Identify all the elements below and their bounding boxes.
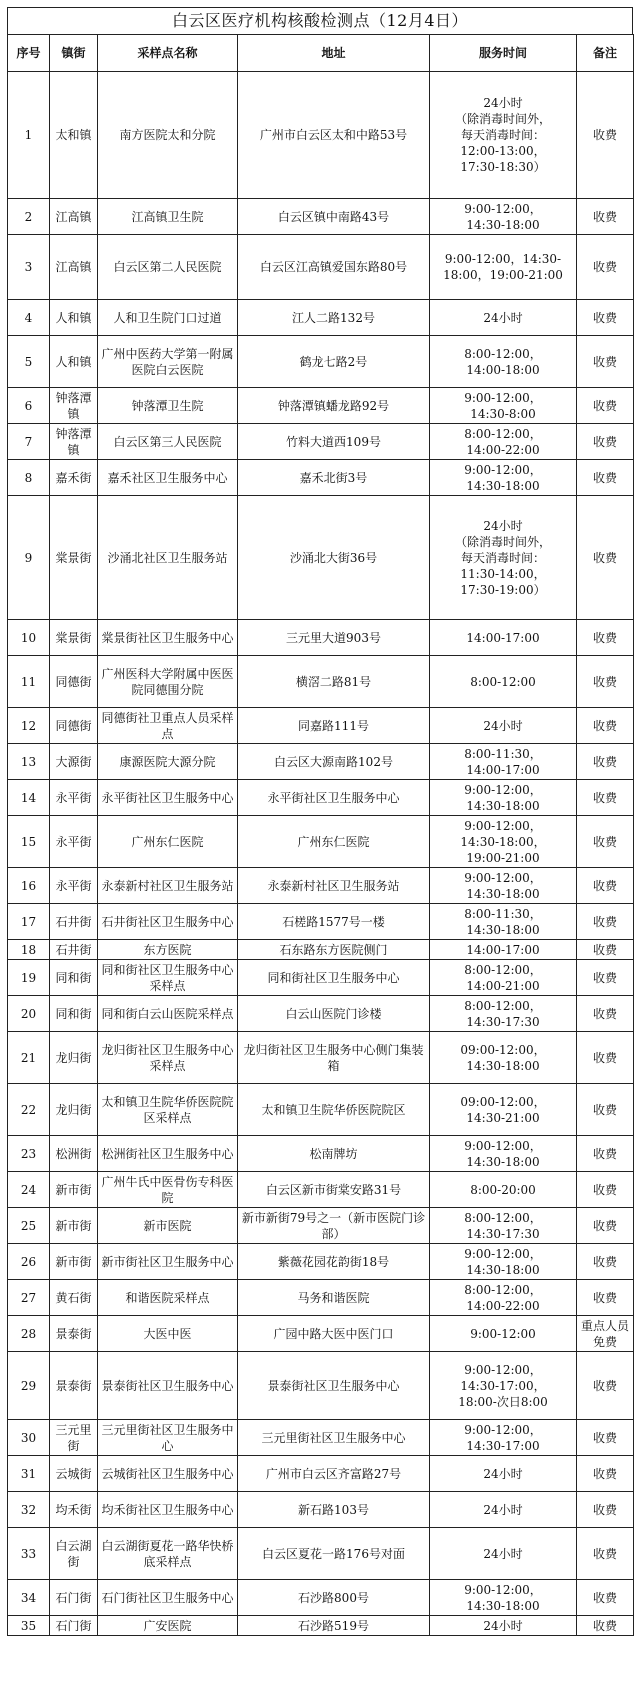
cell-site: 石井街社区卫生服务中心 [98,904,238,940]
table-row [8,1456,634,1492]
cell-no: 21 [8,1032,50,1084]
header-no: 序号 [8,35,50,72]
cell-site: 康源医院大源分院 [98,744,238,780]
cell-site: 和谐医院采样点 [98,1280,238,1316]
cell-hours: 8:00-12:00， 14:00-21:00 [430,960,577,996]
cell-note: 收费 [577,1492,634,1528]
cell-note: 收费 [577,1456,634,1492]
cell-town: 永平街 [50,816,98,868]
cell-note: 收费 [577,424,634,460]
cell-no: 2 [8,199,50,235]
cell-no: 13 [8,744,50,780]
cell-hours: 9:00-12:00， 14:30-18:00 [430,1244,577,1280]
cell-hours: 14:00-17:00 [430,620,577,656]
cell-address: 永泰新村社区卫生服务站 [238,868,430,904]
table-row [8,496,634,620]
cell-town: 太和镇 [50,72,98,199]
cell-hours: 24小时 （除消毒时间外， 每天消毒时间： 11:30-14:00， 17:30-19:00） [430,496,577,620]
cell-note: 收费 [577,1420,634,1456]
cell-address: 新石路103号 [238,1492,430,1528]
cell-hours: 24小时 （除消毒时间外， 每天消毒时间： 12:00-13:00， 17:30-18:30） [430,72,577,199]
cell-address: 马务和谐医院 [238,1280,430,1316]
cell-no: 18 [8,940,50,960]
cell-town: 永平街 [50,780,98,816]
cell-hours: 8:00-12:00， 14:00-22:00 [430,424,577,460]
header-note: 备注 [577,35,634,72]
cell-site: 棠景街社区卫生服务中心 [98,620,238,656]
cell-address: 白云区大源南路102号 [238,744,430,780]
table-row [8,868,634,904]
cell-town: 钟落潭镇 [50,388,98,424]
cell-town: 石井街 [50,904,98,940]
cell-site: 钟落潭卫生院 [98,388,238,424]
table-row [8,72,634,199]
cell-note: 收费 [577,940,634,960]
testing-sites-table [7,34,634,1636]
cell-no: 14 [8,780,50,816]
cell-no: 20 [8,996,50,1032]
cell-note: 重点人员免费 [577,1316,634,1352]
table-row [8,904,634,940]
cell-town: 均禾街 [50,1492,98,1528]
cell-town: 龙归街 [50,1032,98,1084]
cell-address: 石槎路1577号一楼 [238,904,430,940]
cell-town: 同德街 [50,708,98,744]
cell-address: 三元里街社区卫生服务中心 [238,1420,430,1456]
cell-town: 同德街 [50,656,98,708]
cell-note: 收费 [577,868,634,904]
cell-town: 同和街 [50,960,98,996]
table-row [8,1616,634,1636]
cell-town: 人和镇 [50,336,98,388]
table-title: 白云区医疗机构核酸检测点（12月4日） [7,7,633,34]
header-row [8,35,634,72]
table-row [8,960,634,996]
cell-no: 11 [8,656,50,708]
cell-note: 收费 [577,1172,634,1208]
cell-no: 27 [8,1280,50,1316]
table-row [8,620,634,656]
cell-note: 收费 [577,336,634,388]
cell-address: 石沙路519号 [238,1616,430,1636]
cell-note: 收费 [577,780,634,816]
cell-town: 棠景街 [50,620,98,656]
table-row [8,1084,634,1136]
cell-town: 景泰街 [50,1352,98,1420]
table-row [8,1208,634,1244]
cell-address: 景泰街社区卫生服务中心 [238,1352,430,1420]
cell-address: 嘉禾北街3号 [238,460,430,496]
cell-no: 29 [8,1352,50,1420]
cell-no: 34 [8,1580,50,1616]
cell-site: 南方医院太和分院 [98,72,238,199]
cell-no: 30 [8,1420,50,1456]
cell-site: 同和街社区卫生服务中心采样点 [98,960,238,996]
cell-town: 黄石街 [50,1280,98,1316]
cell-address: 松南牌坊 [238,1136,430,1172]
cell-no: 12 [8,708,50,744]
cell-address: 龙归街社区卫生服务中心侧门集装箱 [238,1032,430,1084]
cell-no: 35 [8,1616,50,1636]
cell-address: 广园中路大医中医门口 [238,1316,430,1352]
table-row [8,1580,634,1616]
cell-site: 广州东仁医院 [98,816,238,868]
table-row [8,656,634,708]
cell-no: 4 [8,300,50,336]
cell-town: 石井街 [50,940,98,960]
table-row [8,1172,634,1208]
cell-no: 9 [8,496,50,620]
cell-site: 广州中医药大学第一附属医院白云医院 [98,336,238,388]
cell-no: 31 [8,1456,50,1492]
cell-site: 广安医院 [98,1616,238,1636]
cell-note: 收费 [577,1616,634,1636]
cell-town: 人和镇 [50,300,98,336]
table-row [8,996,634,1032]
cell-town: 景泰街 [50,1316,98,1352]
cell-address: 石沙路800号 [238,1580,430,1616]
cell-no: 5 [8,336,50,388]
cell-town: 云城街 [50,1456,98,1492]
table-row [8,1352,634,1420]
cell-note: 收费 [577,1528,634,1580]
table-row [8,816,634,868]
cell-site: 永平街社区卫生服务中心 [98,780,238,816]
cell-hours: 9:00-12:00， 14:30-18:00 [430,199,577,235]
table-row [8,1244,634,1280]
cell-hours: 9:00-12:00， 14:30-8:00 [430,388,577,424]
header-site: 采样点名称 [98,35,238,72]
header-town: 镇街 [50,35,98,72]
cell-no: 1 [8,72,50,199]
cell-no: 8 [8,460,50,496]
cell-hours: 9:00-12:00， 14:30-17:00， 18:00-次日8:00 [430,1352,577,1420]
cell-hours: 24小时 [430,1528,577,1580]
table-row [8,744,634,780]
table-row [8,1528,634,1580]
cell-note: 收费 [577,744,634,780]
cell-hours: 09:00-12:00， 14:30-18:00 [430,1032,577,1084]
cell-note: 收费 [577,708,634,744]
cell-address: 太和镇卫生院华侨医院院区 [238,1084,430,1136]
cell-no: 25 [8,1208,50,1244]
cell-address: 横滘二路81号 [238,656,430,708]
cell-town: 石门街 [50,1580,98,1616]
cell-hours: 8:00-12:00， 14:30-17:30 [430,996,577,1032]
cell-hours: 8:00-12:00， 14:00-22:00 [430,1280,577,1316]
cell-site: 永泰新村社区卫生服务站 [98,868,238,904]
cell-note: 收费 [577,656,634,708]
table-row [8,1316,634,1352]
cell-no: 26 [8,1244,50,1280]
cell-site: 白云区第三人民医院 [98,424,238,460]
cell-note: 收费 [577,72,634,199]
cell-hours: 8:00-11:30， 14:00-17:00 [430,744,577,780]
table-row [8,199,634,235]
cell-site: 松洲街社区卫生服务中心 [98,1136,238,1172]
cell-town: 同和街 [50,996,98,1032]
cell-no: 10 [8,620,50,656]
table-row [8,235,634,300]
sheet [7,7,633,1636]
cell-note: 收费 [577,1084,634,1136]
cell-town: 江高镇 [50,199,98,235]
cell-hours: 9:00-12:00， 14:30-18:00 [430,460,577,496]
cell-no: 23 [8,1136,50,1172]
header-address: 地址 [238,35,430,72]
cell-town: 龙归街 [50,1084,98,1136]
cell-no: 15 [8,816,50,868]
cell-town: 松洲街 [50,1136,98,1172]
cell-no: 3 [8,235,50,300]
cell-site: 新市街社区卫生服务中心 [98,1244,238,1280]
cell-hours: 24小时 [430,708,577,744]
cell-site: 均禾街社区卫生服务中心 [98,1492,238,1528]
table-row [8,424,634,460]
cell-site: 景泰街社区卫生服务中心 [98,1352,238,1420]
cell-no: 6 [8,388,50,424]
cell-hours: 24小时 [430,1492,577,1528]
cell-site: 江高镇卫生院 [98,199,238,235]
cell-note: 收费 [577,300,634,336]
cell-town: 江高镇 [50,235,98,300]
cell-site: 大医中医 [98,1316,238,1352]
cell-site: 白云湖街夏花一路华快桥底采样点 [98,1528,238,1580]
cell-note: 收费 [577,199,634,235]
header-hours: 服务时间 [430,35,577,72]
cell-address: 白云区夏花一路176号对面 [238,1528,430,1580]
cell-hours: 9:00-12:00， 14:30-18:00 [430,1136,577,1172]
cell-site: 石门街社区卫生服务中心 [98,1580,238,1616]
cell-no: 7 [8,424,50,460]
cell-site: 白云区第二人民医院 [98,235,238,300]
cell-town: 白云湖街 [50,1528,98,1580]
cell-note: 收费 [577,1352,634,1420]
cell-note: 收费 [577,1208,634,1244]
table-row [8,1492,634,1528]
cell-address: 新市新街79号之一（新市医院门诊部） [238,1208,430,1244]
table-row [8,1420,634,1456]
cell-no: 22 [8,1084,50,1136]
cell-hours: 9:00-12:00， 14:30-18:00 [430,1580,577,1616]
cell-site: 云城街社区卫生服务中心 [98,1456,238,1492]
table-row [8,780,634,816]
cell-address: 石东路东方医院侧门 [238,940,430,960]
cell-hours: 24小时 [430,1616,577,1636]
cell-address: 紫薇花园花韵街18号 [238,1244,430,1280]
watermark-logo [2,1664,28,1680]
cell-town: 棠景街 [50,496,98,620]
cell-note: 收费 [577,620,634,656]
cell-town: 永平街 [50,868,98,904]
cell-note: 收费 [577,960,634,996]
cell-town: 嘉禾街 [50,460,98,496]
cell-address: 广州市白云区齐富路27号 [238,1456,430,1492]
cell-town: 钟落潭镇 [50,424,98,460]
cell-address: 同和街社区卫生服务中心 [238,960,430,996]
cell-hours: 8:00-20:00 [430,1172,577,1208]
cell-site: 同和街白云山医院采样点 [98,996,238,1032]
cell-hours: 9:00-12:00， 14:30-17:00 [430,1420,577,1456]
cell-no: 28 [8,1316,50,1352]
cell-site: 三元里街社区卫生服务中心 [98,1420,238,1456]
cell-hours: 9:00-12:00 [430,1316,577,1352]
cell-town: 大源街 [50,744,98,780]
cell-hours: 09:00-12:00， 14:30-21:00 [430,1084,577,1136]
cell-site: 嘉禾社区卫生服务中心 [98,460,238,496]
cell-address: 鹤龙七路2号 [238,336,430,388]
cell-note: 收费 [577,1032,634,1084]
table-row [8,708,634,744]
cell-no: 24 [8,1172,50,1208]
table-row [8,1032,634,1084]
cell-hours: 9:00-12:00， 14:30-18:00 [430,868,577,904]
table-row [8,460,634,496]
cell-site: 广州医科大学附属中医医院同德围分院 [98,656,238,708]
cell-address: 白云区新市街棠安路31号 [238,1172,430,1208]
cell-note: 收费 [577,1136,634,1172]
cell-site: 龙归街社区卫生服务中心采样点 [98,1032,238,1084]
cell-note: 收费 [577,496,634,620]
cell-address: 广州东仁医院 [238,816,430,868]
cell-note: 收费 [577,996,634,1032]
cell-no: 19 [8,960,50,996]
cell-note: 收费 [577,460,634,496]
cell-note: 收费 [577,235,634,300]
cell-hours: 9:00-12:00，14:30- 18:00，19:00-21:00 [430,235,577,300]
cell-address: 白云山医院门诊楼 [238,996,430,1032]
cell-hours: 8:00-12:00 [430,656,577,708]
cell-address: 白云区镇中南路43号 [238,199,430,235]
cell-site: 广州牛氏中医骨伤专科医院 [98,1172,238,1208]
cell-address: 白云区江高镇爱国东路80号 [238,235,430,300]
cell-town: 三元里街 [50,1420,98,1456]
cell-town: 新市街 [50,1172,98,1208]
cell-site: 东方医院 [98,940,238,960]
cell-hours: 8:00-12:00， 14:30-17:30 [430,1208,577,1244]
cell-hours: 9:00-12:00， 14:30-18:00， 19:00-21:00 [430,816,577,868]
table-row [8,1136,634,1172]
cell-site: 太和镇卫生院华侨医院院区采样点 [98,1084,238,1136]
cell-no: 32 [8,1492,50,1528]
table-row [8,336,634,388]
cell-hours: 8:00-12:00， 14:00-18:00 [430,336,577,388]
cell-site: 同德街社卫重点人员采样点 [98,708,238,744]
cell-hours: 8:00-11:30， 14:30-18:00 [430,904,577,940]
cell-hours: 9:00-12:00， 14:30-18:00 [430,780,577,816]
cell-address: 沙涌北大街36号 [238,496,430,620]
cell-site: 人和卫生院门口过道 [98,300,238,336]
table-row [8,388,634,424]
cell-town: 石门街 [50,1616,98,1636]
cell-note: 收费 [577,1580,634,1616]
cell-note: 收费 [577,904,634,940]
cell-address: 钟落潭镇蟠龙路92号 [238,388,430,424]
cell-site: 沙涌北社区卫生服务站 [98,496,238,620]
cell-note: 收费 [577,1280,634,1316]
cell-hours: 14:00-17:00 [430,940,577,960]
cell-address: 同嘉路111号 [238,708,430,744]
cell-hours: 24小时 [430,1456,577,1492]
table-row [8,300,634,336]
cell-address: 竹料大道西109号 [238,424,430,460]
cell-address: 永平街社区卫生服务中心 [238,780,430,816]
cell-no: 16 [8,868,50,904]
cell-note: 收费 [577,388,634,424]
cell-note: 收费 [577,1244,634,1280]
table-row [8,940,634,960]
table-row [8,1280,634,1316]
cell-no: 17 [8,904,50,940]
cell-town: 新市街 [50,1208,98,1244]
cell-note: 收费 [577,816,634,868]
cell-site: 新市医院 [98,1208,238,1244]
cell-address: 江人二路132号 [238,300,430,336]
cell-address: 广州市白云区太和中路53号 [238,72,430,199]
cell-town: 新市街 [50,1244,98,1280]
cell-hours: 24小时 [430,300,577,336]
cell-no: 33 [8,1528,50,1580]
cell-address: 三元里大道903号 [238,620,430,656]
